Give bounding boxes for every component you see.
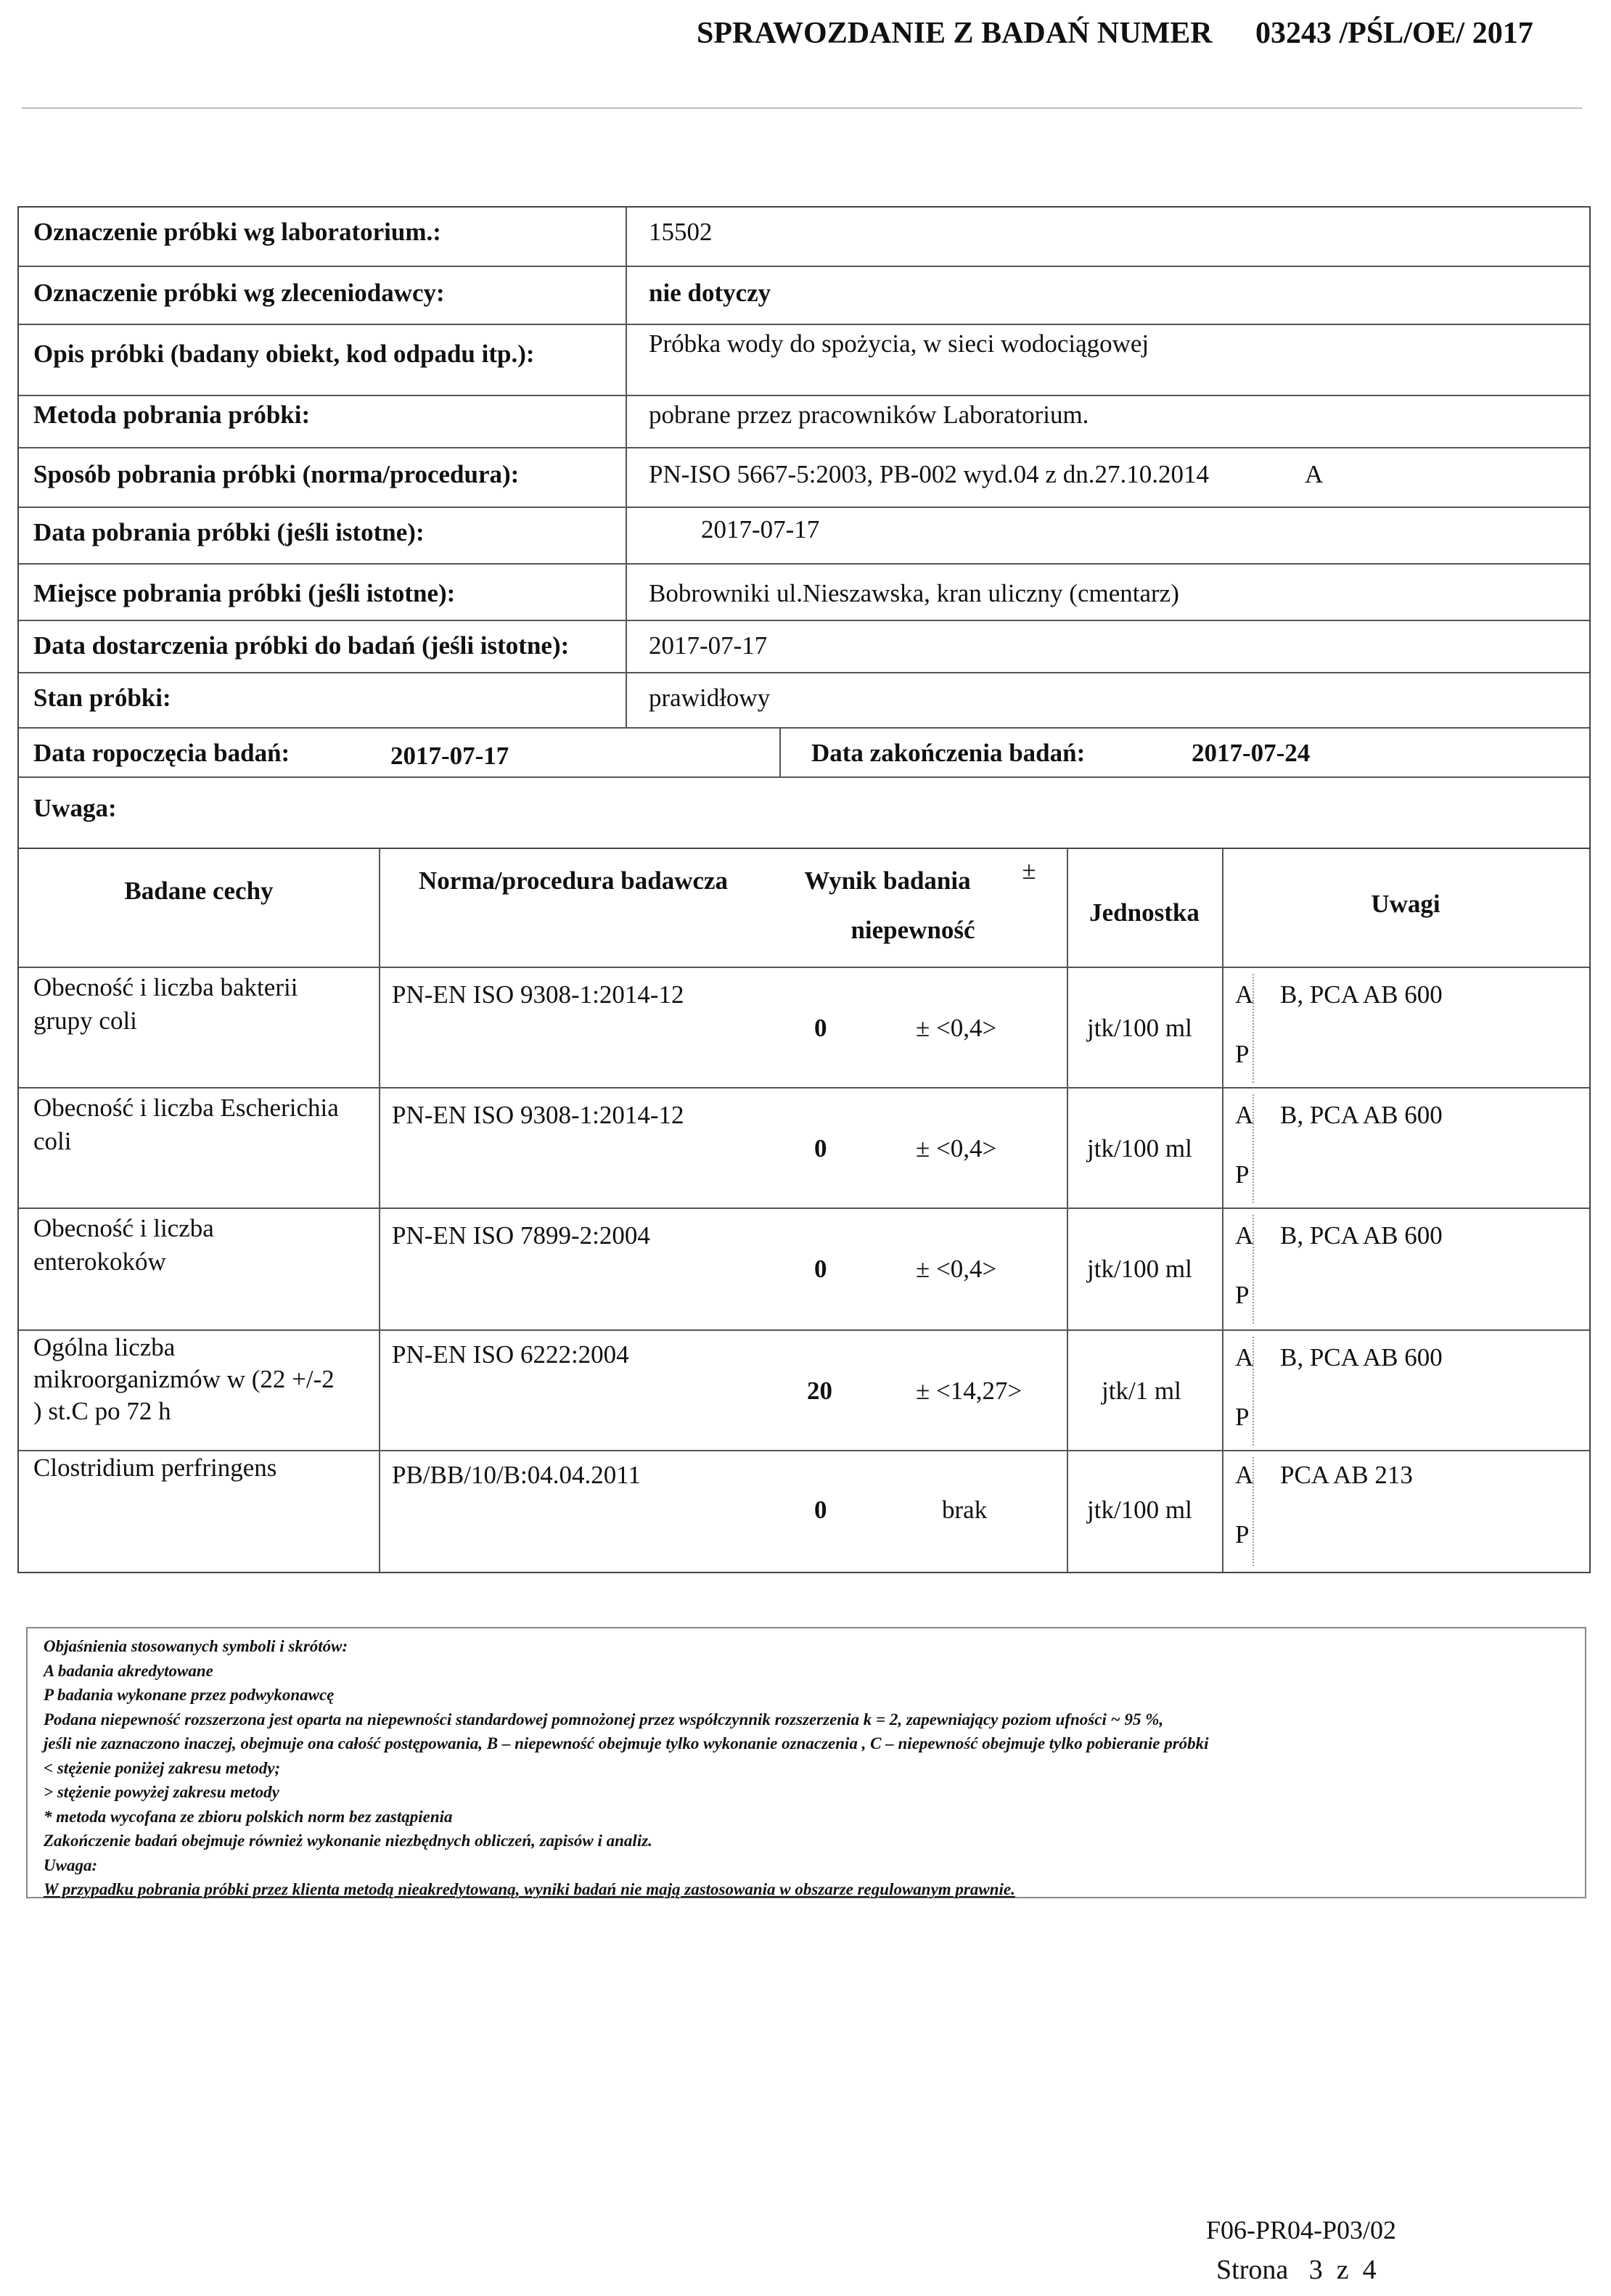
uncertainty-value: ± <0,4> <box>916 1014 997 1042</box>
description-value: Próbka wody do spożycia, w sieci wodociągowej <box>649 329 1149 358</box>
unit-value: jtk/100 ml <box>1087 1255 1192 1283</box>
header-feature: Badane cechy <box>124 877 274 905</box>
row-divider <box>19 447 1589 448</box>
table-row <box>19 1209 1589 1329</box>
column-divider <box>626 208 627 727</box>
feature-text: Obecność i liczba Escherichia <box>33 1094 339 1122</box>
subcontractor-flag: P <box>1235 1403 1250 1431</box>
remark-text: B, PCA AB 600 <box>1280 980 1443 1009</box>
feature-text: coli <box>33 1127 72 1155</box>
feature-text: Clostridium perfringens <box>33 1454 277 1482</box>
header-norm: Norma/procedura badawcza <box>418 866 729 895</box>
results-table <box>17 849 1591 1573</box>
feature-text: ) st.C po 72 h <box>33 1397 171 1425</box>
feature-text: grupy coli <box>33 1006 137 1035</box>
table-row <box>19 1451 1589 1572</box>
method-label: Metoda pobrania próbki: <box>33 401 311 429</box>
dotted-separator <box>1253 1337 1254 1446</box>
accreditation-flag: A <box>1235 980 1254 1009</box>
row-divider <box>19 266 1589 267</box>
accreditation-flag: A <box>1235 1221 1254 1250</box>
unit-value: jtk/1 ml <box>1102 1377 1181 1405</box>
description-label: Opis próbki (badany obiekt, kod odpadu itp.): <box>33 340 535 368</box>
method-value: pobrane przez pracowników Laboratorium. <box>649 401 1089 429</box>
header-result: Wynik badania <box>804 866 971 895</box>
subcontractor-flag: P <box>1235 1281 1250 1309</box>
table-row <box>19 1331 1589 1450</box>
subcontractor-flag: P <box>1235 1040 1250 1068</box>
column-divider <box>779 727 781 776</box>
row-divider <box>19 776 1589 778</box>
norm-text: PN-EN ISO 6222:2004 <box>392 1340 629 1369</box>
feature-text: mikroorganizmów w (22 +/-2 <box>33 1365 335 1393</box>
header-plusminus: ± <box>1022 856 1036 885</box>
table-row <box>19 968 1589 1087</box>
procedure-accreditation-flag: A <box>1305 460 1324 488</box>
header-uncertainty: niepewność <box>850 916 975 944</box>
client-id-label: Oznaczenie próbki wg zleceniodawcy: <box>33 279 445 307</box>
feature-text: Ogólna liczba <box>33 1333 176 1361</box>
remark-text: B, PCA AB 600 <box>1280 1101 1443 1129</box>
legend-line: P badania wykonane przez podwykonawcę <box>44 1686 335 1704</box>
place-value: Bobrowniki ul.Nieszawska, kran uliczny (cmentarz) <box>649 579 1179 607</box>
legend-line: W przypadku pobrania próbki przez klienta metodą nieakredytowaną, wyniki badań nie mają zastosowania w obszarze regulowanym prawnie. <box>44 1880 1015 1898</box>
legend-line: A badania akredytowane <box>44 1661 213 1680</box>
lab-id-value: 15502 <box>649 218 713 246</box>
start-date-label: Data ropoczęcia badań: <box>33 739 290 767</box>
row-divider <box>19 672 1589 673</box>
row-divider <box>19 620 1589 621</box>
client-id-value: nie dotyczy <box>649 279 771 307</box>
dotted-separator <box>1253 1215 1254 1324</box>
dotted-separator <box>1253 1457 1254 1566</box>
result-value: 20 <box>807 1377 832 1405</box>
legend-line: Podana niepewność rozszerzona jest oparta na niepewności standardowej pomnożonej przez współczynnik rozszerzenia k = 2, zapewniający poziom ufności ~ 95 %, <box>44 1710 1164 1729</box>
row-divider <box>19 727 1589 729</box>
legend-line: jeśli nie zaznaczono inaczej, obejmuje ona całość postępowania, B – niepewność obejmuje tylko wykonanie oznaczenia , C – niepewność obejmuje tylko pobieranie próbki <box>44 1734 1209 1752</box>
unit-value: jtk/100 ml <box>1087 1014 1192 1042</box>
norm-text: PN-EN ISO 9308-1:2014-12 <box>392 980 684 1009</box>
report-title: SPRAWOZDANIE Z BADAŃ NUMER <box>697 17 1213 50</box>
dotted-separator <box>1253 1094 1254 1203</box>
lab-id-label: Oznaczenie próbki wg laboratorium.: <box>33 218 441 246</box>
legend-line: Objaśnienia stosowanych symboli i skrótów: <box>44 1637 348 1655</box>
sample-info-table <box>17 206 1591 849</box>
norm-text: PB/BB/10/B:04.04.2011 <box>392 1461 641 1489</box>
uncertainty-value: brak <box>942 1496 988 1524</box>
result-value: 0 <box>814 1014 827 1042</box>
header-unit: Jednostka <box>1089 898 1200 927</box>
report-header <box>697 13 1567 57</box>
feature-text: Obecność i liczba bakterii <box>33 973 298 1001</box>
legend-line: Uwaga: <box>44 1856 98 1874</box>
accreditation-flag: A <box>1235 1461 1254 1489</box>
procedure-label: Sposób pobrania próbki (norma/procedura): <box>33 460 520 488</box>
delivery-date-label: Data dostarczenia próbki do badań (jeśli istotne): <box>33 631 570 660</box>
accreditation-flag: A <box>1235 1343 1254 1372</box>
report-number: 03243 /PŚL/OE/ 2017 <box>1255 17 1533 50</box>
feature-text: enterokoków <box>33 1247 166 1276</box>
norm-text: PN-EN ISO 9308-1:2014-12 <box>392 1101 684 1129</box>
procedure-value: PN-ISO 5667-5:2003, PB-002 wyd.04 z dn.27.10.2014 <box>649 460 1209 488</box>
end-date-value: 2017-07-24 <box>1192 739 1311 767</box>
legend-box <box>26 1627 1586 1898</box>
table-row <box>19 1088 1589 1208</box>
header-remarks: Uwagi <box>1371 890 1440 918</box>
dotted-separator <box>1253 974 1254 1083</box>
row-divider <box>19 563 1589 565</box>
place-label: Miejsce pobrania próbki (jeśli istotne): <box>33 579 456 607</box>
state-label: Stan próbki: <box>33 684 171 712</box>
remark-text: PCA AB 213 <box>1280 1461 1413 1489</box>
uncertainty-value: ± <14,27> <box>916 1377 1022 1405</box>
start-date-value: 2017-07-17 <box>390 742 509 770</box>
legend-line: < stężenie poniżej zakresu metody; <box>44 1758 281 1777</box>
norm-text: PN-EN ISO 7899-2:2004 <box>392 1221 650 1250</box>
unit-value: jtk/100 ml <box>1087 1134 1192 1163</box>
legend-line: > stężenie powyżej zakresu metody <box>44 1783 279 1801</box>
subcontractor-flag: P <box>1235 1160 1250 1189</box>
legend-line: Zakończenie badań obejmuje również wykonanie niezbędnych obliczeń, zapisów i analiz. <box>44 1832 652 1850</box>
result-value: 0 <box>814 1134 827 1163</box>
subcontractor-flag: P <box>1235 1520 1250 1549</box>
page-number: Strona 3 z 4 <box>1216 2255 1377 2285</box>
row-divider <box>19 324 1589 325</box>
feature-text: Obecność i liczba <box>33 1214 214 1242</box>
result-value: 0 <box>814 1255 827 1283</box>
note-label: Uwaga: <box>33 794 117 822</box>
row-divider <box>19 507 1589 508</box>
remark-text: B, PCA AB 600 <box>1280 1221 1443 1250</box>
remark-text: B, PCA AB 600 <box>1280 1343 1443 1372</box>
header-divider <box>22 107 1582 109</box>
form-code: F06-PR04-P03/02 <box>1206 2215 1397 2244</box>
state-value: prawidłowy <box>649 684 771 712</box>
legend-line: * metoda wycofana ze zbioru polskich norm bez zastąpienia <box>44 1807 453 1826</box>
accreditation-flag: A <box>1235 1101 1254 1129</box>
sampling-date-label: Data pobrania próbki (jeśli istotne): <box>33 518 425 546</box>
uncertainty-value: ± <0,4> <box>916 1255 997 1283</box>
delivery-date-value: 2017-07-17 <box>649 631 768 660</box>
sampling-date-value: 2017-07-17 <box>701 515 820 544</box>
end-date-label: Data zakończenia badań: <box>811 739 1086 767</box>
row-divider <box>19 395 1589 396</box>
uncertainty-value: ± <0,4> <box>916 1134 997 1163</box>
result-value: 0 <box>814 1496 827 1524</box>
unit-value: jtk/100 ml <box>1087 1496 1192 1524</box>
